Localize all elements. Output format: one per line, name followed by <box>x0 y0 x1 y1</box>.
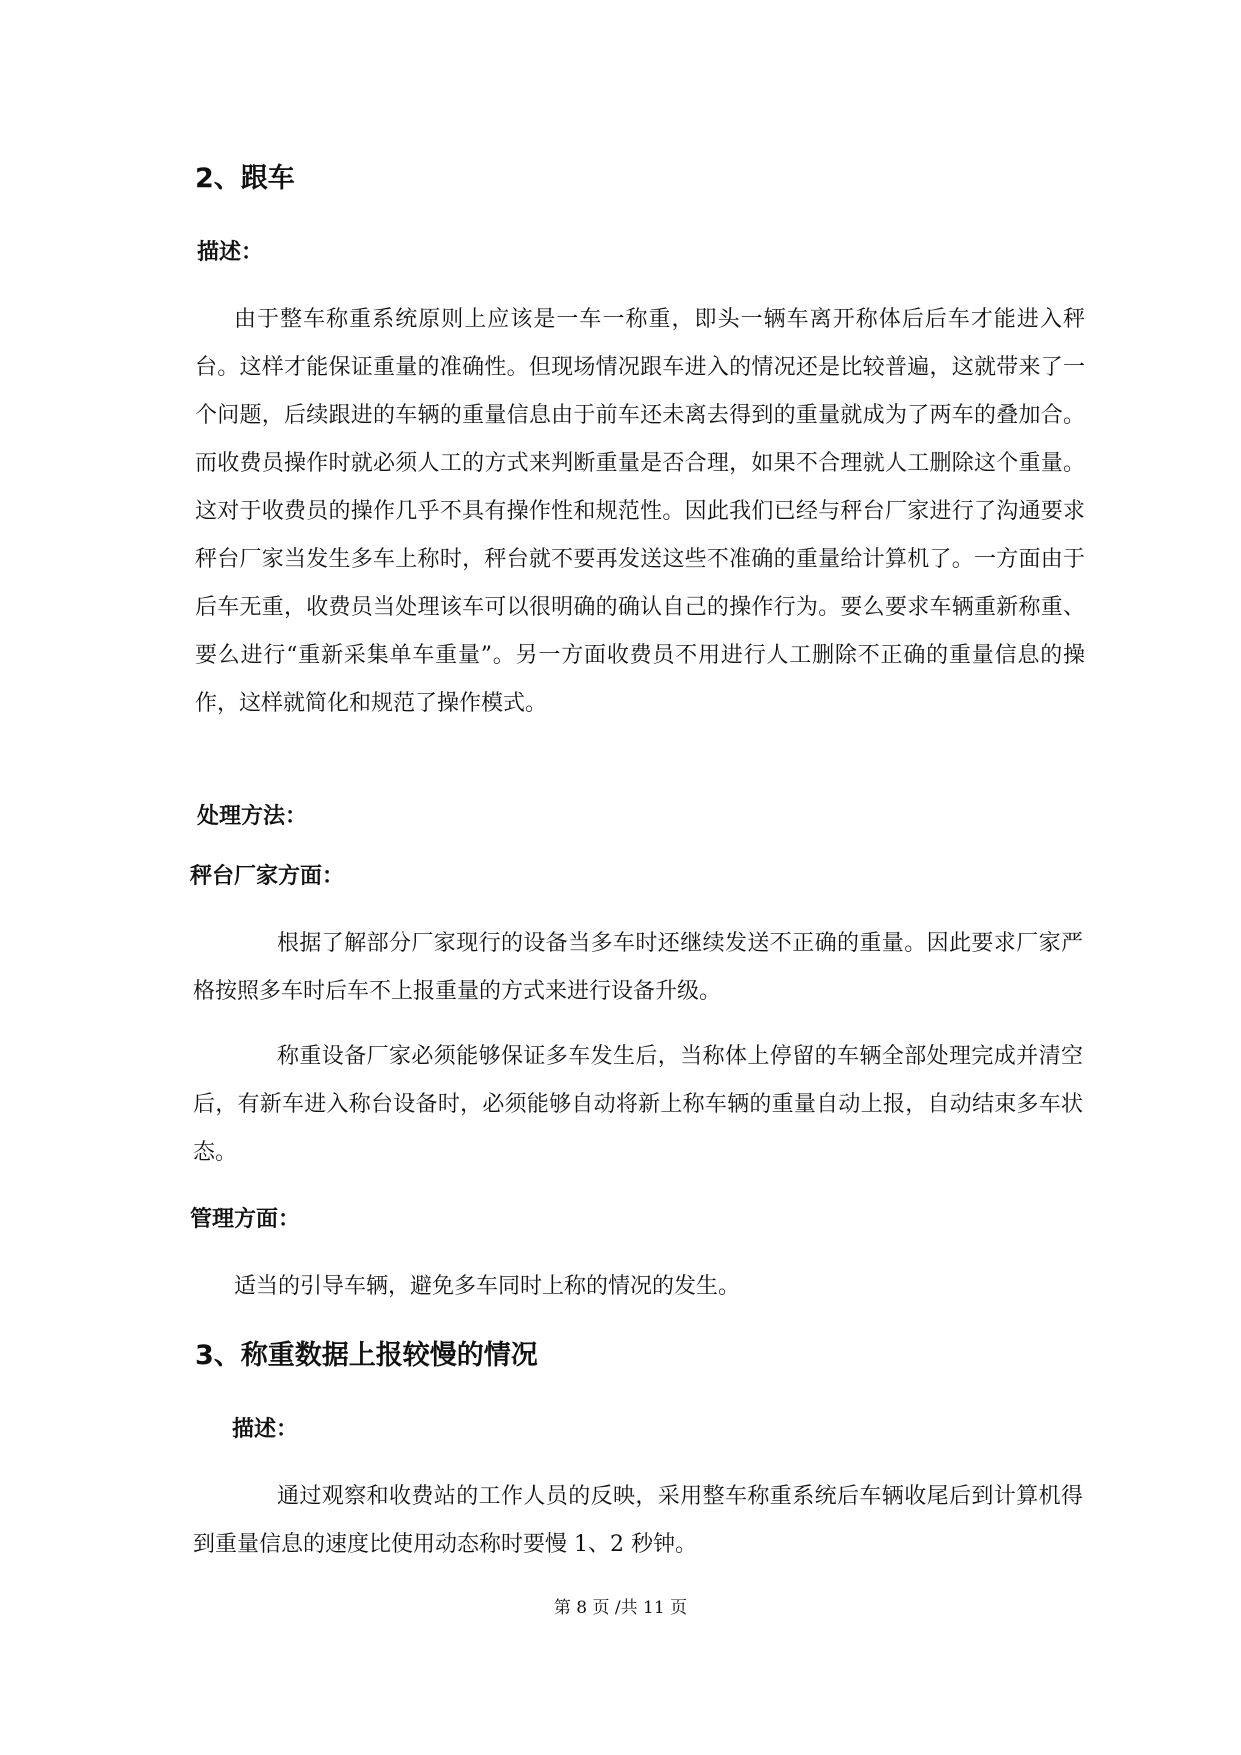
management-text: 适当的引导车辆，避免多车同时上称的情况的发生。 <box>234 1274 741 1299</box>
section-2-method-label: 处理方法： <box>197 804 308 829</box>
section-3-description-label: 描述： <box>232 1417 299 1442</box>
section-2-description-label: 描述： <box>197 240 264 265</box>
section-2-title: 2、跟车 <box>195 163 295 194</box>
vendor-aspect-label: 秤台厂家方面： <box>190 864 345 889</box>
vendor-paragraph-2: 称重设备厂家必须能够保证多车发生后，当称体上停留的车辆全部处理完成并清空后，有新车进入称台设备时，必须能够自动将新上称车辆的重量自动上报，自动结束多车状态。 <box>193 1044 1083 1165</box>
section-3-title: 3、称重数据上报较慢的情况 <box>195 1340 538 1371</box>
section-2-description-text: 由于整车称重系统原则上应该是一车一称重，即头一辆车离开称体后后车才能进入秤台。这样才能保证重量的准确性。但现场情况跟车进入的情况还是比较普遍，这就带来了一个问题，后续跟进的车辆的重量信息由于前车还未离去得到的重量就成为了两车的叠加合。而收费员操作时就必须人工的方式来判断重量是否合理，如果不合理就人工删除这个重量。这对于收费员的操作几乎不具有操作性和规范性。因此我们已经与秤台厂家进行了沟通要求秤台厂家当发生多车上称时，秤台就不要再发送这些不准确的重量给计算机了。一方面由于后车无重，收费员当处理该车可以很明确的确认自己的操作行为。要么要求车辆重新称重、要么进行“重新采集单车重量”。另一方面收费员不用进行人工删除不正确的重量信息的操作，这样就简化和规范了操作模式。 <box>195 307 1085 716</box>
management-aspect-label: 管理方面： <box>190 1207 301 1232</box>
section-3-description-text: 通过观察和收费站的工作人员的反映，采用整车称重系统后车辆收尾后到计算机得到重量信息的速度比使用动态称时要慢 1、2 秒钟。 <box>193 1484 1083 1557</box>
vendor-paragraph-1: 根据了解部分厂家现行的设备当多车时还继续发送不正确的重量。因此要求厂家严格按照多车时后车不上报重量的方式来进行设备升级。 <box>193 931 1083 1004</box>
page-number-footer: 第 8 页 /共 11 页 <box>553 1598 688 1618</box>
